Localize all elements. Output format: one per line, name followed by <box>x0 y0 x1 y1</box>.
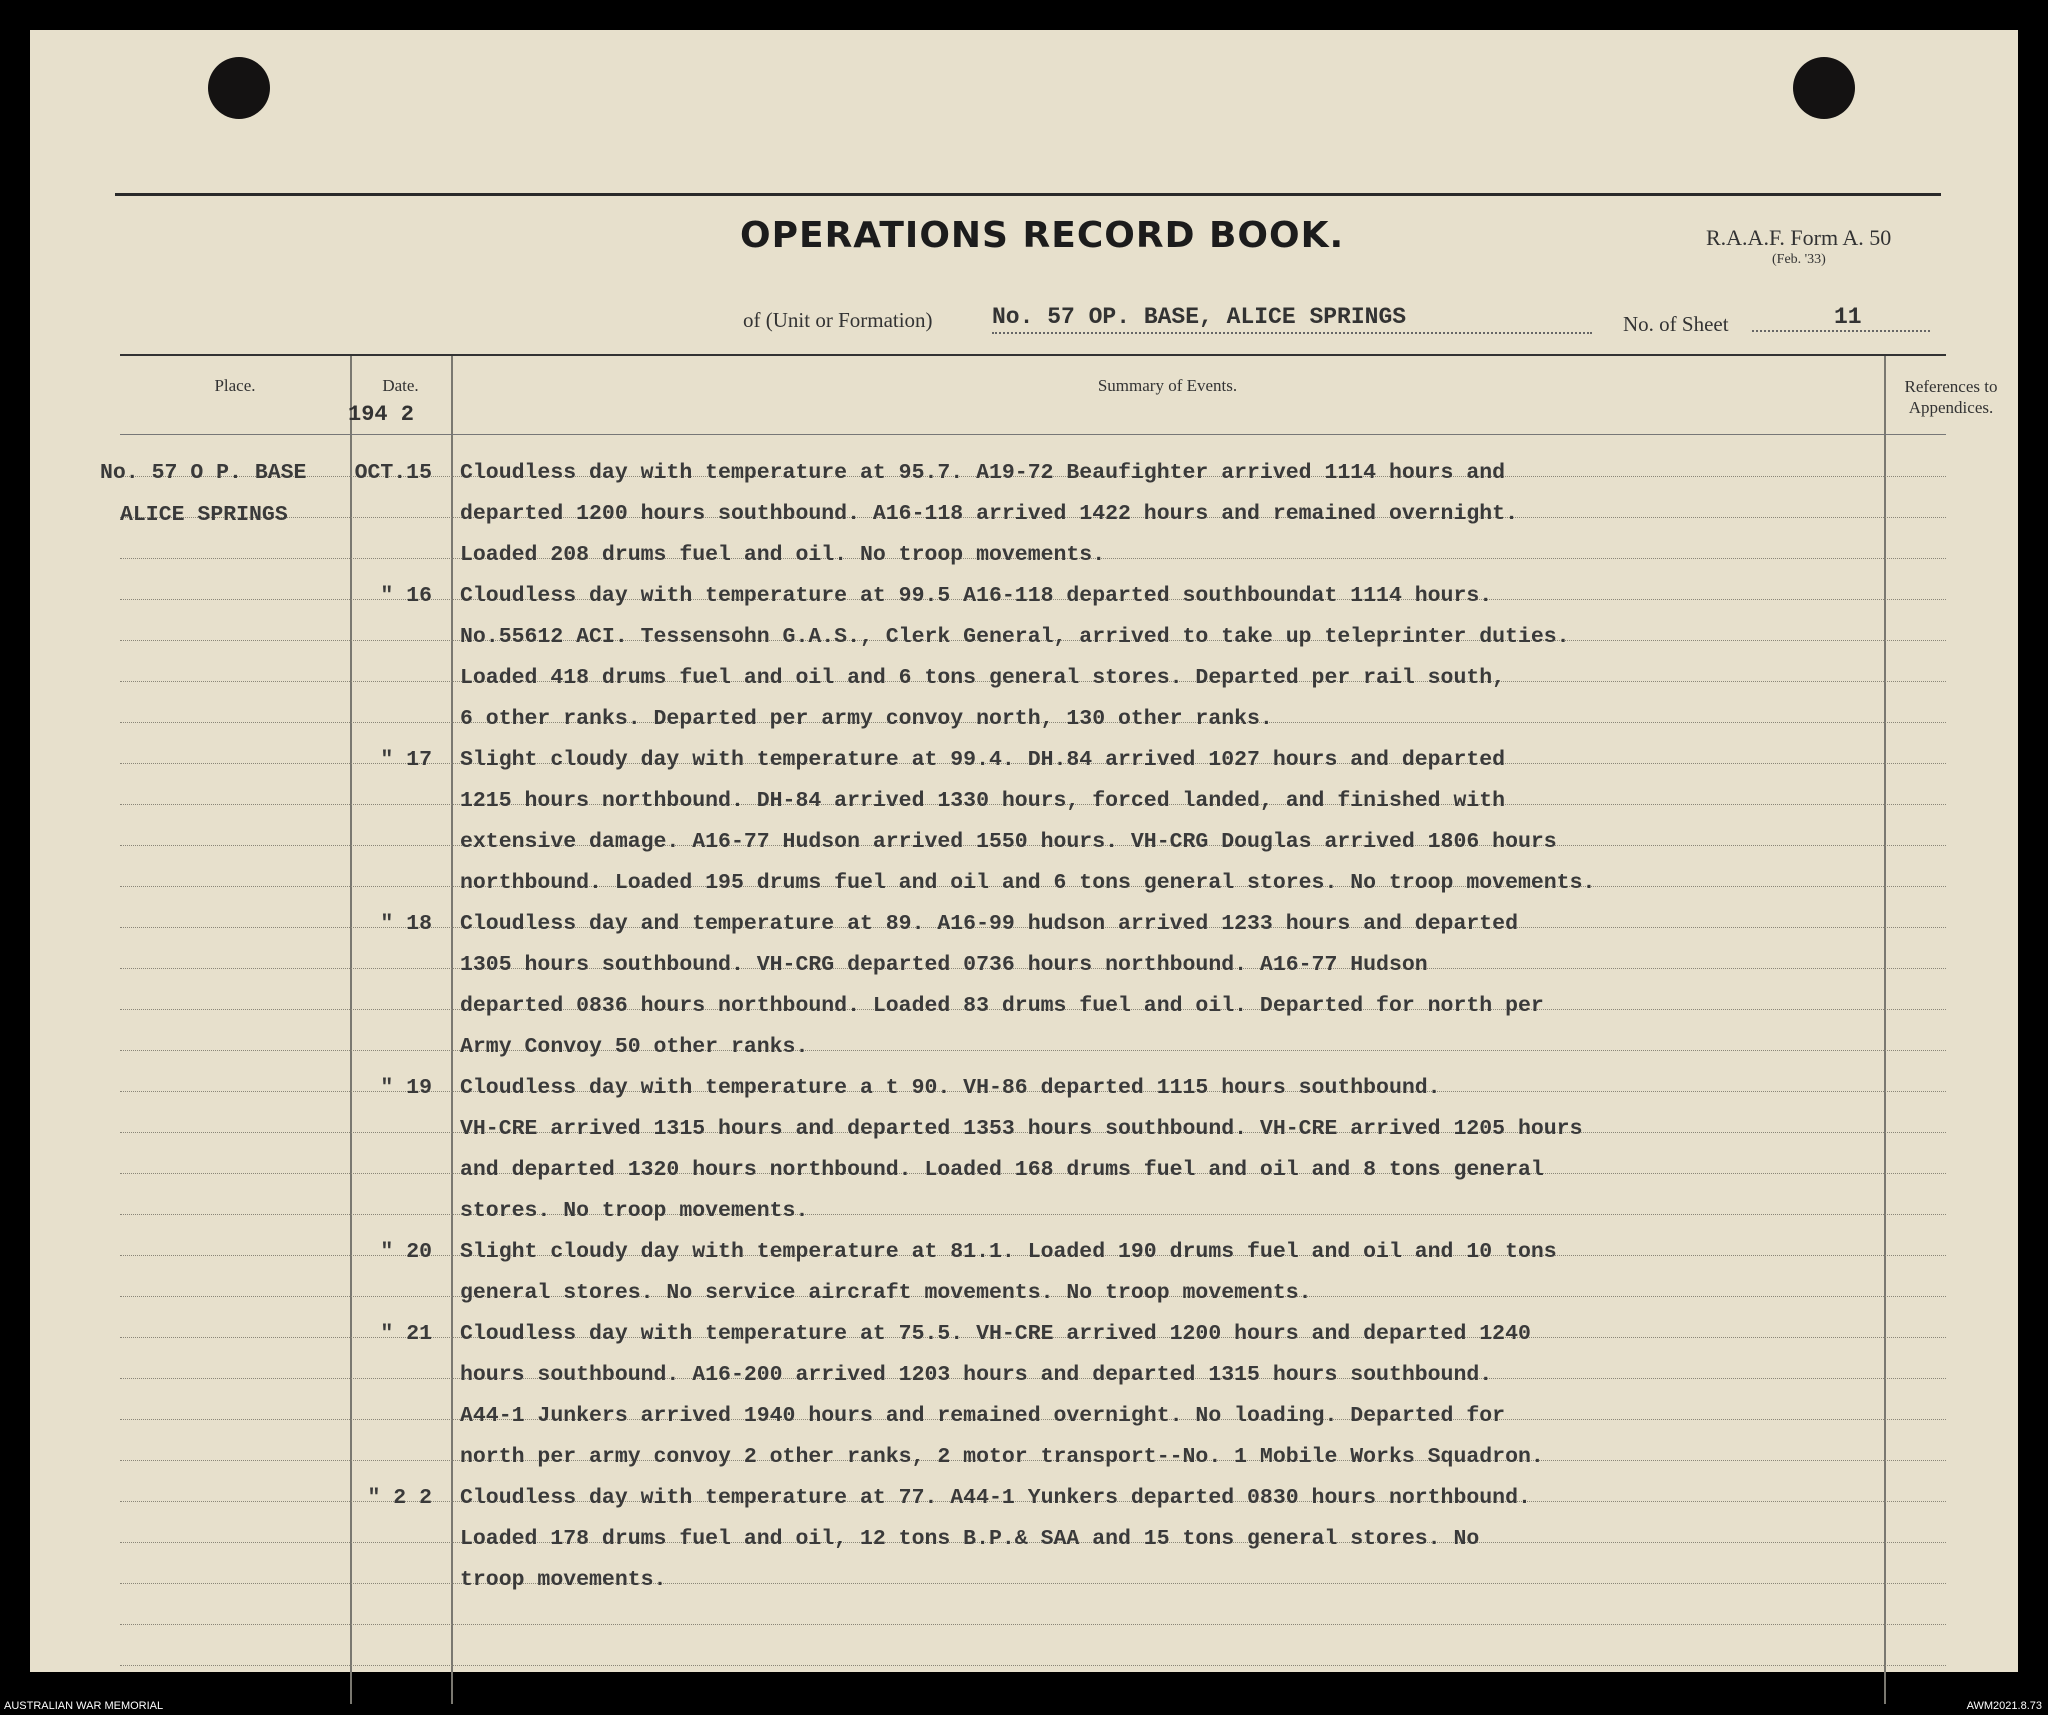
entry-text-line: Cloudless day with temperature at 99.5 A16-118 departed southboundat 1114 hours. <box>460 584 1493 608</box>
entry-text-line: No.55612 ACI. Tessensohn G.A.S., Clerk General, arrived to take up teleprinter duties. <box>460 625 1570 649</box>
form-date: (Feb. '33) <box>1772 252 1826 267</box>
entry-date: " 18 <box>380 912 432 936</box>
entry-text-line: departed 1200 hours southbound. A16-118 arrived 1422 hours and remained overnight. <box>460 502 1518 526</box>
entry-text-line: and departed 1320 hours northbound. Loaded 168 drums fuel and oil and 8 tons general <box>460 1158 1544 1182</box>
entry-text-line: VH-CRE arrived 1315 hours and departed 1353 hours southbound. VH-CRE arrived 1205 hours <box>460 1117 1583 1141</box>
entry-text-line: Cloudless day with temperature at 77. A44-1 Yunkers departed 0830 hours northbound. <box>460 1486 1531 1510</box>
entry-date: " 16 <box>380 584 432 608</box>
entry-text-line: extensive damage. A16-77 Hudson arrived 1550 hours. VH-CRG Douglas arrived 1806 hours <box>460 830 1557 854</box>
entry-date: OCT.15 <box>354 461 432 485</box>
entry-text-line: troop movements. <box>460 1568 667 1592</box>
entry-text-line: Loaded 178 drums fuel and oil, 12 tons B.P.& SAA and 15 tons general stores. No <box>460 1527 1480 1551</box>
top-rule <box>115 193 1941 196</box>
ruled-line <box>120 1624 1946 1626</box>
entry-text-line: hours southbound. A16-200 arrived 1203 hours and departed 1315 hours southbound. <box>460 1363 1493 1387</box>
ruled-line <box>120 1050 1946 1052</box>
entry-text-line: Loaded 418 drums fuel and oil and 6 tons general stores. Departed per rail south, <box>460 666 1506 690</box>
entry-text-line: Cloudless day with temperature a t 90. VH-86 departed 1115 hours southbound. <box>460 1076 1441 1100</box>
entry-text-line: northbound. Loaded 195 drums fuel and oil and 6 tons general stores. No troop movements. <box>460 871 1596 895</box>
footer-reference: AWM2021.8.73 <box>1966 1700 2042 1712</box>
entry-text-line: 1215 hours northbound. DH-84 arrived 1330 hours, forced landed, and finished with <box>460 789 1506 813</box>
ruled-line <box>120 1665 1946 1667</box>
page-title: OPERATIONS RECORD BOOK. <box>740 215 1345 256</box>
entry-text-line: departed 0836 hours northbound. Loaded 83 drums fuel and oil. Departed for north per <box>460 994 1544 1018</box>
entry-date: " 17 <box>380 748 432 772</box>
sheet-number-value: 11 <box>1752 304 1930 332</box>
unit-value: No. 57 OP. BASE, ALICE SPRINGS <box>992 304 1592 334</box>
entry-date: " 21 <box>380 1322 432 1346</box>
form-number: R.A.A.F. Form A. 50 <box>1706 225 1892 250</box>
sheet-number-label: No. of Sheet <box>1623 312 1729 336</box>
entry-text-line: Army Convoy 50 other ranks. <box>460 1035 809 1059</box>
column-header-place: Place. <box>214 376 256 395</box>
place-line-1: No. 57 O P. BASE <box>100 461 307 485</box>
entry-date: " 20 <box>380 1240 432 1264</box>
entry-text-line: A44-1 Junkers arrived 1940 hours and remained overnight. No loading. Departed for <box>460 1404 1506 1428</box>
entry-text-line: 6 other ranks. Departed per army convoy north, 130 other ranks. <box>460 707 1273 731</box>
ruled-line <box>120 1214 1946 1216</box>
entry-text-line: Slight cloudy day with temperature at 99.4. DH.84 arrived 1027 hours and departed <box>460 748 1506 772</box>
entry-date: " 19 <box>380 1076 432 1100</box>
header-rule <box>120 434 1946 435</box>
entry-text-line: Cloudless day with temperature at 75.5. VH-CRE arrived 1200 hours and departed 1240 <box>460 1322 1531 1346</box>
entry-date: " 2 2 <box>367 1486 432 1510</box>
record-sheet <box>30 30 2018 1672</box>
column-header-summary: Summary of Events. <box>1097 376 1238 395</box>
entry-text-line: Cloudless day and temperature at 89. A16-99 hudson arrived 1233 hours and departed <box>460 912 1518 936</box>
year-label: 194 2 <box>348 402 415 427</box>
entry-text-line: stores. No troop movements. <box>460 1199 809 1223</box>
entry-text-line: Loaded 208 drums fuel and oil. No troop movements. <box>460 543 1106 567</box>
entry-text-line: Slight cloudy day with temperature at 81.1. Loaded 190 drums fuel and oil and 10 tons <box>460 1240 1557 1264</box>
column-header-date: Date. <box>382 376 419 395</box>
punch-hole-left <box>208 57 270 119</box>
events-table <box>100 354 1998 1704</box>
place-line-2: ALICE SPRINGS <box>120 503 288 527</box>
entry-text-line: north per army convoy 2 other ranks, 2 motor transport--No. 1 Mobile Works Squadron. <box>460 1445 1544 1469</box>
entry-text-line: 1305 hours southbound. VH-CRG departed 0736 hours northbound. A16-77 Hudson <box>460 953 1428 977</box>
entry-text-line: Cloudless day with temperature at 95.7. A19-72 Beaufighter arrived 1114 hours and <box>460 461 1506 485</box>
unit-label: of (Unit or Formation) <box>743 308 933 332</box>
ruled-line <box>120 1583 1946 1585</box>
punch-hole-right <box>1793 57 1855 119</box>
footer-credit: AUSTRALIAN WAR MEMORIAL <box>4 1700 164 1712</box>
column-header-references: References to Appendices. <box>1904 377 1998 417</box>
entry-text-line: general stores. No service aircraft movements. No troop movements. <box>460 1281 1312 1305</box>
